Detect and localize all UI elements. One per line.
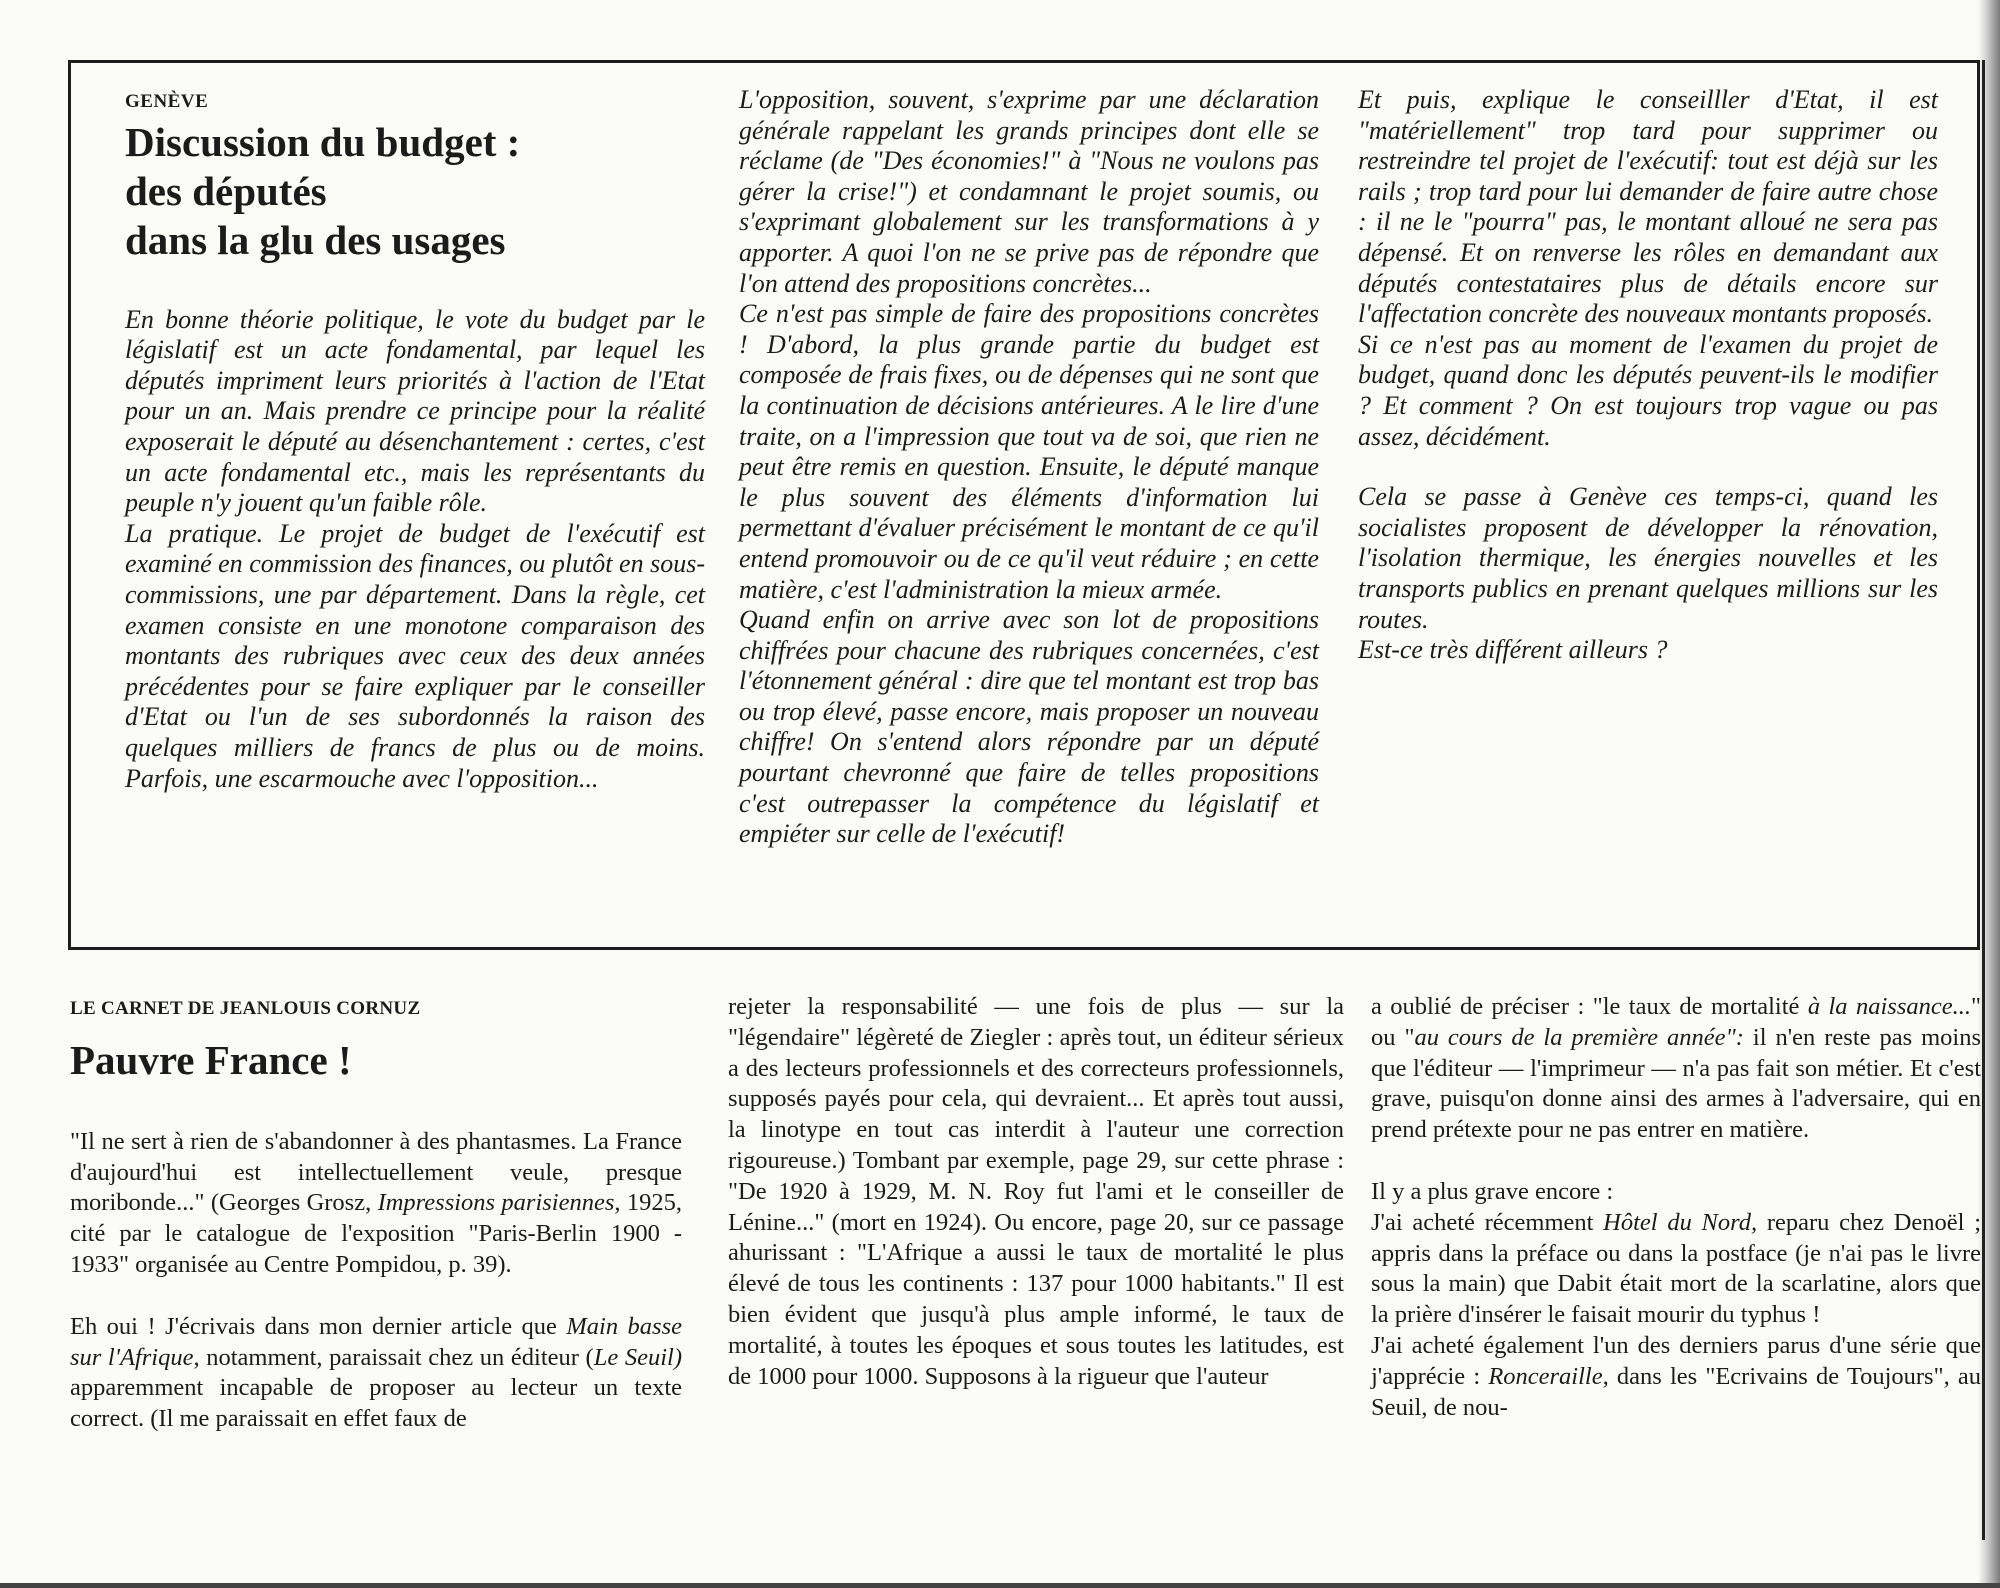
article-kicker: GENÈVE — [125, 91, 209, 112]
boxed-article-geneve — [68, 60, 1980, 950]
carnet-paragraph: J'ai acheté récemment Hôtel du Nord, reparu chez Denoël ; appris dans la préface ou dans la postface (je n'ai pas le livre sous la main) que Dabit était mort de la scarlatine, alors que la prière d'insérer le faisait mourir du typhus ! — [1371, 1208, 1982, 1329]
carnet-article — [68, 988, 1980, 1568]
carnet-paragraph-continued: a oublié de préciser : "le taux de mortalité à la naissance..." ou "au cours de la première année": il n'en reste pas moins que l'éditeur — l'imprimeur — n'a pas fait son métier. Et c'est grave, puisqu'on donne ainsi des armes à l'adversaire, qui en prend prétexte pour ne pas entrer en matière. — [1371, 993, 1981, 1144]
article-paragraph: Quand enfin on arrive avec son lot de propositions chiffrées pour chacune des rubriques concernées, c'est l'étonnement général : dire que tel montant est trop bas ou trop élevé, passe encore, mais proposer un nouveau chiffre! On s'entend alors répondre par un député pourtant chevronné que faire de telles propositions c'est outrepasser la compétence du législatif et empiéter sur celle de l'exécutif! — [739, 605, 1319, 849]
article-paragraph: Ce n'est pas simple de faire des propositions concrètes ! D'abord, la plus grande partie du budget est composée de frais fixes, ou de dépenses qui ne sont que la continuation de décisions antérieures. A le lire d'une traite, on a l'impression que tout va de soi, que rien ne peut être remis en question. Ensuite, le député manque le plus souvent des éléments d'information lui permettant d'évaluer précisément le montant de ce qu'il entend promouvoir ou de ce qu'il veut réduire ; en cette matière, c'est l'administration la mieux armée. — [739, 299, 1319, 604]
page-edge-line — [1982, 60, 1985, 1540]
article-paragraph: Cela se passe à Genève ces temps-ci, quand les socialistes proposent de développer la rénovation, l'isolation thermique, les énergies nouvelles et les transports publics en prenant quelques millions sur les routes. — [1358, 482, 1938, 634]
article-paragraph: L'opposition, souvent, s'exprime par une déclaration générale rappelant les grands principes dont elle se réclame (de "Des économies!" à "Nous ne voulons pas gérer la crise!") et condamnant le projet soumis, ou s'exprimant globalement sur les transformations à y apporter. A quoi l'on ne se prive pas de répondre que l'on attend des propositions concrètes... — [739, 85, 1319, 298]
article-paragraph: En bonne théorie politique, le vote du budget par le législatif est un acte fondamental, par lequel les députés impriment leurs priorités à l'action de l'Etat pour un an. Mais prendre ce principe pour la réalité exposerait le député au désenchantement : certes, c'est un acte fondamental etc., mais les représentants du peuple n'y jouent qu'un faible rôle. — [125, 304, 705, 518]
carnet-p2-part-a: apparemment incapable de proposer au lecteur un texte correct. (Il me paraissait en effet faux de — [70, 1374, 682, 1433]
article-paragraph: Et puis, explique le conseilller d'Etat, il est "matériellement" trop tard pour supprimer ou restreindre tel projet de l'exécutif: tout est déjà sur les rails ; trop tard pour lui demander de faire autre chose : il ne le "pourra" pas, le montant alloué ne sera pas dépensé. Et on renverse les rôles en demandant aux députés contestataires plus de détails encore sur l'affectation concrète des nouveaux montants proposés. — [1358, 85, 1938, 329]
page-bottom-rule — [0, 1583, 2000, 1588]
headline-line-2: des députés — [125, 167, 327, 214]
article-headline — [125, 118, 705, 265]
carnet-paragraph-continued — [728, 992, 1344, 1392]
boxed-column-3 — [1358, 85, 1938, 666]
boxed-column-1 — [125, 87, 705, 794]
carnet-p2-part-c: a oublié de préciser : "le taux de mortalité — [1371, 993, 1808, 1020]
carnet-p2-part-b: rejeter la responsabilité — une fois de plus — sur la "légendaire" légèreté de Ziegler : après tout, un éditeur sérieux a des lecteurs professionnels et des correcteurs professionnels, supposés payés pour cela, qui devraient... Et après tout aussi, la linotype en tout cas interdit à l'auteur une correction rigoureuse.) Tombant par exemple, page 29, sur cette phrase : "De 1920 à 1929, M. N. Roy fut l'ami et le conseiller de Lénine..." (mort en 1924). Ou encore, page 20, sur ce passage ahurissant : "L'Afrique a aussi le taux de mortalité le plus élevé de tous les continents : 137 pour 1000 habitants." Il est bien évident que jusqu'à plus ample informé, le taux de mortalité, à toutes les époques et sous toutes les latitudes, est de 1000 pour 1000. Supposons à la rigueur que l'auteur — [728, 993, 1344, 1390]
article-paragraph: Si ce n'est pas au moment de l'examen du projet de budget, quand donc les députés peuvent-ils le modifier ? Et comment ? On est toujours trop vague ou pas assez, décidément. — [1358, 329, 1938, 451]
carnet-headline: Pauvre France ! — [70, 1036, 352, 1083]
boxed-column-2 — [739, 85, 1319, 850]
carnet-paragraph: Eh oui ! J'écrivais dans mon dernier article que Main basse sur l'Afrique, notamment, paraissait chez un éditeur (Le Seuil) apparemment incapable de proposer au lecteur un texte correct. (Il me paraissait en effet faux de — [70, 1312, 682, 1433]
headline-line-1: Discussion du budget : — [125, 118, 521, 165]
carnet-paragraph: "Il ne sert à rien de s'abandonner à des phantasmes. La France d'aujourd'hui est intellectuellement veule, presque moribonde..." (Georges Grosz, Impressions parisiennes, 1925, cité par le catalogue de l'exposition "Paris-Berlin 1900 - 1933" organisée au Centre Pompidou, p. 39). — [70, 1127, 682, 1278]
carnet-paragraph: J'ai acheté également l'un des derniers parus d'une série que j'apprécie : Ronceraille, dans les "Ecrivains de Toujours", au Seuil, de nou- — [1371, 1331, 1981, 1421]
carnet-column-3 — [1371, 992, 1981, 1423]
article-paragraph: La pratique. Le projet de budget de l'exécutif est examiné en commission des finances, ou plutôt en sous-commissions, une par département. Dans la règle, cet examen consiste en une monotone comparaison des montants des rubriques avec ceux des deux années précédentes pour se faire expliquer par le conseiller d'Etat ou l'un de ses subordonnés la raison des quelques milliers de francs de plus ou de moins. Parfois, une escarmouche avec l'opposition... — [125, 518, 705, 793]
carnet-column-2 — [728, 992, 1344, 1392]
headline-line-3: dans la glu des usages — [125, 216, 506, 263]
carnet-kicker: LE CARNET DE JEANLOUIS CORNUZ — [70, 998, 421, 1019]
carnet-column-1 — [70, 988, 682, 1435]
carnet-paragraph: Il y a plus grave encore : — [1371, 1177, 1614, 1205]
article-paragraph: Est-ce très différent ailleurs ? — [1358, 635, 1668, 665]
